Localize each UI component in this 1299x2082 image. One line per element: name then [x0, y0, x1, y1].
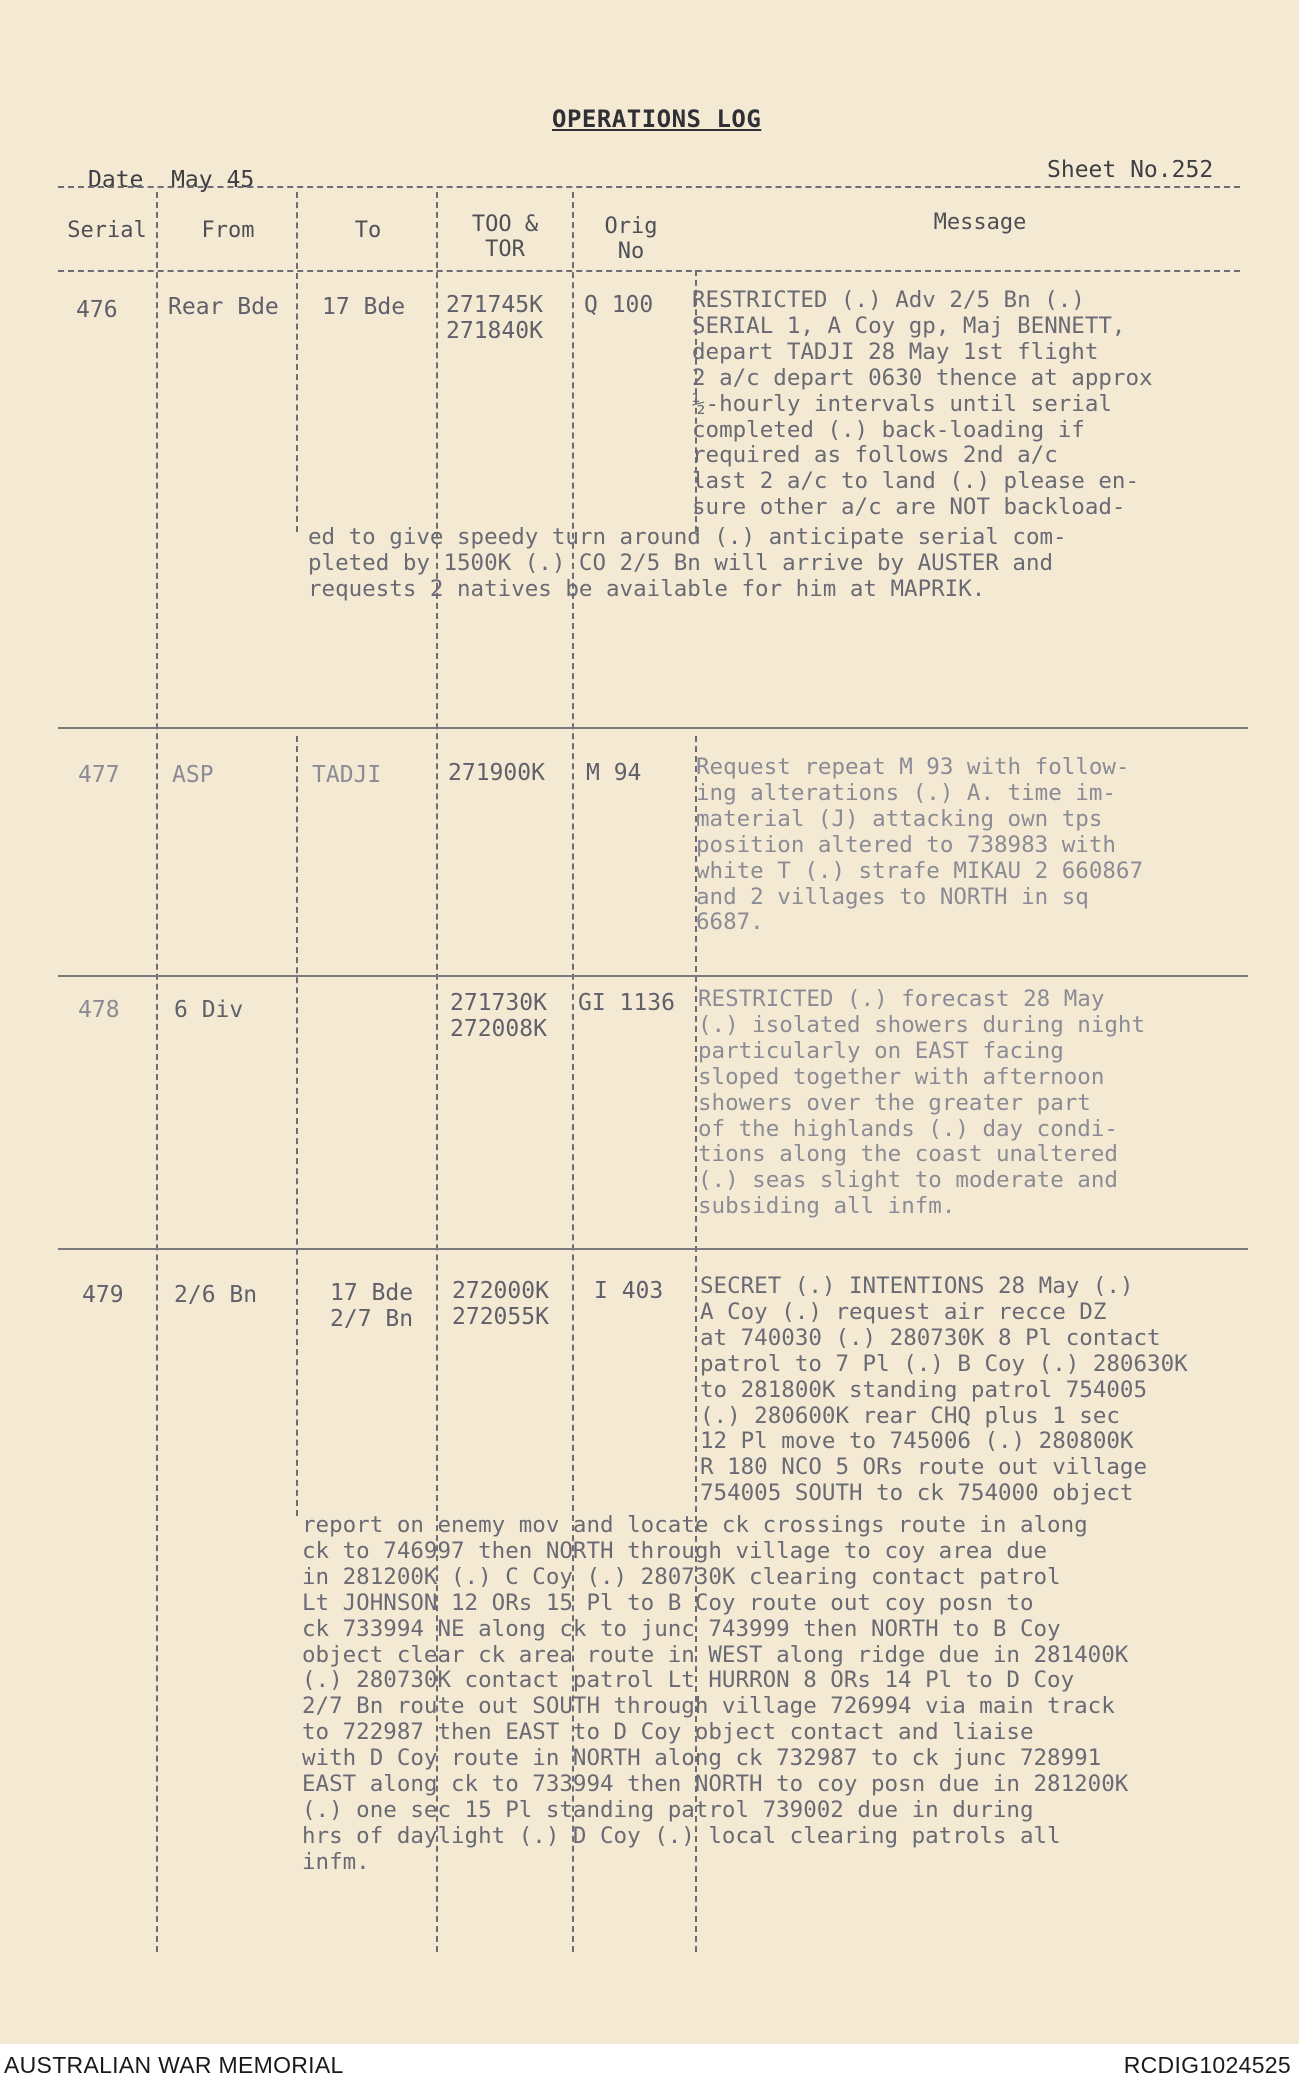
entry-message: Request repeat M 93 with follow- ing alterations (.) A. time im- material (J) attacking own tps position altered to 738983 with white T (.) strafe MIKAU 2 660867 and 2 villages to NORTH in sq 6687. [696, 754, 1144, 936]
column-header-from: From [201, 218, 255, 243]
entry-orig-no: M 94 [586, 760, 642, 786]
entry-from: 6 Div [174, 997, 244, 1023]
entry-from: 2/6 Bn [174, 1282, 258, 1308]
entry-time: 271900K [448, 760, 545, 786]
entry-time: 271730K 272008K [450, 990, 547, 1042]
entry-time: 272000K 272055K [452, 1278, 549, 1330]
column-header-serial: Serial [67, 218, 147, 243]
column-header-to: To [354, 218, 382, 243]
sheet-number: Sheet No.252 [1047, 157, 1214, 183]
entry-message-continued: report on enemy mov and locate ck crossings route in along ck to 746997 then NORTH through village to coy area due in 281200K (.) C Coy (.) 280730K clearing contact patrol Lt JOHNSON 12 ORs 15 Pl to B Coy route out coy posn to ck 733994 NE along ck to junc 743999 then NORTH to B Coy object clear ck area route in WEST along ridge due in 281400K (.) 280730K contact patrol Lt HURRON 8 ORs 14 Pl to D Coy 2/7 Bn route out SOUTH through village 726994 via main track to 722987 then EAST to D Coy object contact and liaise with D Coy route in NORTH along ck 732987 to ck junc 728991 EAST along ck to 733994 then NORTH to coy posn due in 281200K (.) one sec 15 Pl standing patrol 739002 due in during hrs of daylight (.) D Coy (.) local clearing patrols all infm. [302, 1512, 1129, 1875]
entry-from: Rear Bde [168, 294, 279, 320]
column-divider-serial [156, 192, 158, 1952]
date-line: Date May 45 [88, 167, 255, 193]
entry-from: ASP [172, 762, 214, 788]
entry-to: TADJI [312, 762, 382, 788]
column-divider-from [296, 192, 298, 532]
document-title: OPERATIONS LOG [552, 105, 762, 133]
header-bottom-rule [58, 270, 1240, 272]
entry-separator [58, 975, 1248, 977]
column-divider-from [296, 736, 298, 1516]
column-header-too-tor: TOO & TOR [471, 212, 539, 262]
archive-name: AUSTRALIAN WAR MEMORIAL [4, 2052, 344, 2078]
archive-footer [0, 2044, 1299, 2082]
archive-id: RCDIG1024525 [1123, 2052, 1291, 2078]
header-top-rule [58, 186, 1240, 188]
entry-message-continued: ed to give speedy turn around (.) anticipate serial com- pleted by 1500K (.) CO 2/5 Bn will arrive by AUSTER and requests 2 natives be available for him at MAPRIK. [308, 524, 1067, 602]
entry-separator [58, 1248, 1248, 1250]
entry-message: SECRET (.) INTENTIONS 28 May (.) A Coy (.) request air recce DZ at 740030 (.) 280730K 8 Pl contact patrol to 7 Pl (.) B Coy (.) 280630K to 281800K standing patrol 754005 (.) 280600K rear CHQ plus 1 sec 12 Pl move to 745006 (.) 280800K R 180 NCO 5 ORs route out village 754005 SOUTH to ck 754000 object [700, 1273, 1188, 1507]
entry-message: RESTRICTED (.) Adv 2/5 Bn (.) SERIAL 1, A Coy gp, Maj BENNETT, depart TADJI 28 May 1st flight 2 a/c depart 0630 thence at approx ½-hourly intervals until serial completed (.) back-loading if required as follows 2nd a/c last 2 a/c to land (.) please en- sure other a/c are NOT backload- [692, 287, 1153, 521]
entry-time: 271745K 271840K [446, 292, 543, 344]
entry-message: RESTRICTED (.) forecast 28 May (.) isolated showers during night particularly on EAST facing sloped together with afternoon showers over the greater part of the highlands (.) day condi- tions along the coast unaltered (.) seas slight to moderate and subsiding all infm. [698, 986, 1146, 1220]
entry-orig-no: Q 100 [584, 292, 654, 318]
entry-serial: 479 [82, 1282, 124, 1308]
entry-serial: 476 [76, 297, 118, 323]
entry-separator [58, 727, 1248, 729]
entry-orig-no: GI 1136 [578, 990, 675, 1016]
column-header-message: Message [933, 210, 1027, 235]
entry-to: 17 Bde [322, 294, 406, 320]
entry-to: 17 Bde 2/7 Bn [330, 1280, 414, 1332]
entry-serial: 477 [78, 762, 120, 788]
entry-orig-no: I 403 [594, 1278, 664, 1304]
column-header-orig-no: Orig No [604, 214, 658, 264]
entry-serial: 478 [78, 997, 120, 1023]
